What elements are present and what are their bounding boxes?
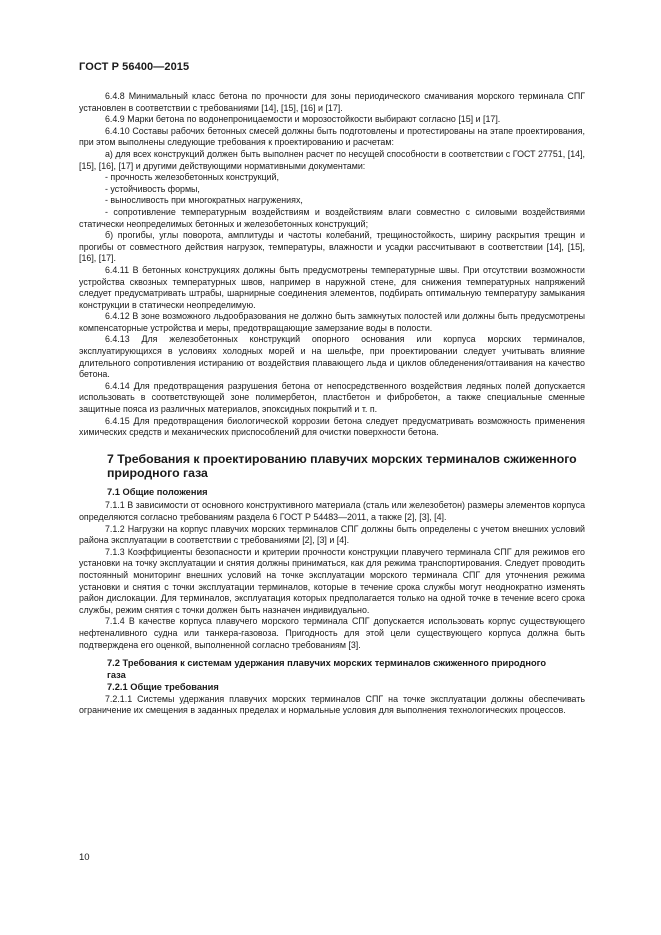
section-7-1-title: 7.1 Общие положения (107, 486, 208, 497)
paragraph-7-1-3: 7.1.3 Коэффициенты безопасности и критерии прочности конструкции плавучего терминала СПГ для режимов его установки на точку эксплуатации и снятия должны приниматься, как для режима транспортирования. Следует проводить постоянный мониторинг внешних условий на точке эксплуатации морского терминала СПГ для уточнения режима установки и снятия с точки эксплуатации терминалов, которые в течение срока службы могут неоднократно изменять район дислокации. Для терминалов, эксплуатация которых предполагается только на одной точке в течение всего срока службы, режим снятия с точки должен быть назначен индивидуально. (79, 546, 585, 615)
list-item: - устойчивость формы, (105, 183, 200, 194)
paragraph-7-1-2: 7.1.2 Нагрузки на корпус плавучих морских терминалов СПГ должны быть определены с учетом внешних условий района эксплуатации в соответствии с требованиями [2], [3] и [4]. (79, 523, 585, 546)
document-body (79, 91, 585, 717)
section-7-2-title: 7.2 Требования к системам удержания плавучих морских терминалов сжиженного природного газа (107, 658, 547, 680)
list-item: - прочность железобетонных конструкций, (105, 172, 279, 183)
paragraph-item-a: а) для всех конструкций должен быть выполнен расчет по несущей способности в соответствии с ГОСТ 27751, [14], [15], [16], [17] и другими действующими нормативными документами: (79, 148, 585, 171)
document-header: ГОСТ Р 56400—2015 (79, 61, 190, 73)
section-7-2-1-title: 7.2.1 Общие требования (107, 681, 219, 692)
paragraph-7-2-1-1: 7.2.1.1 Системы удержания плавучих морских терминалов СПГ на точке эксплуатации должны обеспечивать ограничение их смещения в заданных пределах и нормальные условия для выполнения технологических процессов. (79, 693, 585, 716)
list-item: - выносливость при многократных нагружениях, (105, 195, 303, 206)
paragraph-6-4-8: 6.4.8 Минимальный класс бетона по прочности для зоны периодического смачивания морского терминала СПГ установлен в соответствии с требованиями [14], [15], [16] и [17]. (79, 91, 585, 113)
list-item: - сопротивление температурным воздействиям и воздействиям влаги совместно с силовыми воздействиями статически неопределимых бетонных и железобетонных конструкций; (79, 206, 585, 229)
paragraph-6-4-12: 6.4.12 В зоне возможного льдообразования не должно быть замкнутых полостей или должны быть предусмотрены компенсаторные устройства и меры, предотвращающие замерзание воды в полости. (79, 311, 585, 333)
paragraph-7-1-1: 7.1.1 В зависимости от основного конструктивного материала (сталь или железобетон) размеры элементов корпуса определяются согласно требованиям раздела 6 ГОСТ Р 54483—2011, а также [2], [3], [4]. (79, 500, 585, 522)
section-7-title: 7 Требования к проектированию плавучих морских терминалов сжиженного природного газа (107, 451, 577, 481)
paragraph-6-4-13: 6.4.13 Для железобетонных конструкций опорного основания или корпуса морских терминалов, эксплуатирующихся в условиях холодных морей и на шельфе, при проектировании следует учитывать влияние длительного сопротивления истиранию от воздействия плавающего льда и циклов обледенения/оттаивания на качество бетона. (79, 334, 585, 380)
paragraph-item-b: б) прогибы, углы поворота, амплитуды и частоты колебаний, трещиностойкость, ширину раскрытия трещин и прогибы от совместного действия нагрузок, температуры, влажности и усадки рассчитывают в соответствии [14], [15], [16], [17]. (79, 230, 585, 264)
paragraph-6-4-11: 6.4.11 В бетонных конструкциях должны быть предусмотрены температурные швы. При отсутствии возможности устройства сквозных температурных швов, например в наружной стене, для снижения температурных напряжений следует предусматривать штрабы, шарнирные соединения элементов, подбирать оптимальную температуру замыкания конструкции в статически неопределимую. (79, 264, 585, 310)
paragraph-6-4-9: 6.4.9 Марки бетона по водонепроницаемости и морозостойкости выбирают согласно [15] и [17]. (105, 114, 501, 125)
paragraph-6-4-14: 6.4.14 Для предотвращения разрушения бетона от непосредственного воздействия ледяных полей допускается использовать в соответствующей зоне полимербетон, пластбетон и фибробетон, а также специальные сменные защитные пояса из различных материалов, эпоксидных покрытий и т. п. (79, 380, 585, 415)
paragraph-6-4-10: 6.4.10 Составы рабочих бетонных смесей должны быть подготовлены и протестированы на этапе проектирования, при этом выполнены следующие требования к проектированию и расчетам: (79, 125, 585, 148)
paragraph-7-1-4: 7.1.4 В качестве корпуса плавучего морского терминала СПГ допускается использовать корпус существующего нефтеналивного судна или танкера-газовоза. Пригодность для этой цели существующего корпуса должна быть подтверждена его оценкой, выполненной согласно требованиям [3]. (79, 616, 585, 650)
paragraph-6-4-15: 6.4.15 Для предотвращения биологической коррозии бетона следует предусматривать возможность применения химических средств и механических приспособлений для очистки поверхности бетона. (79, 415, 585, 438)
page-number: 10 (79, 852, 90, 863)
